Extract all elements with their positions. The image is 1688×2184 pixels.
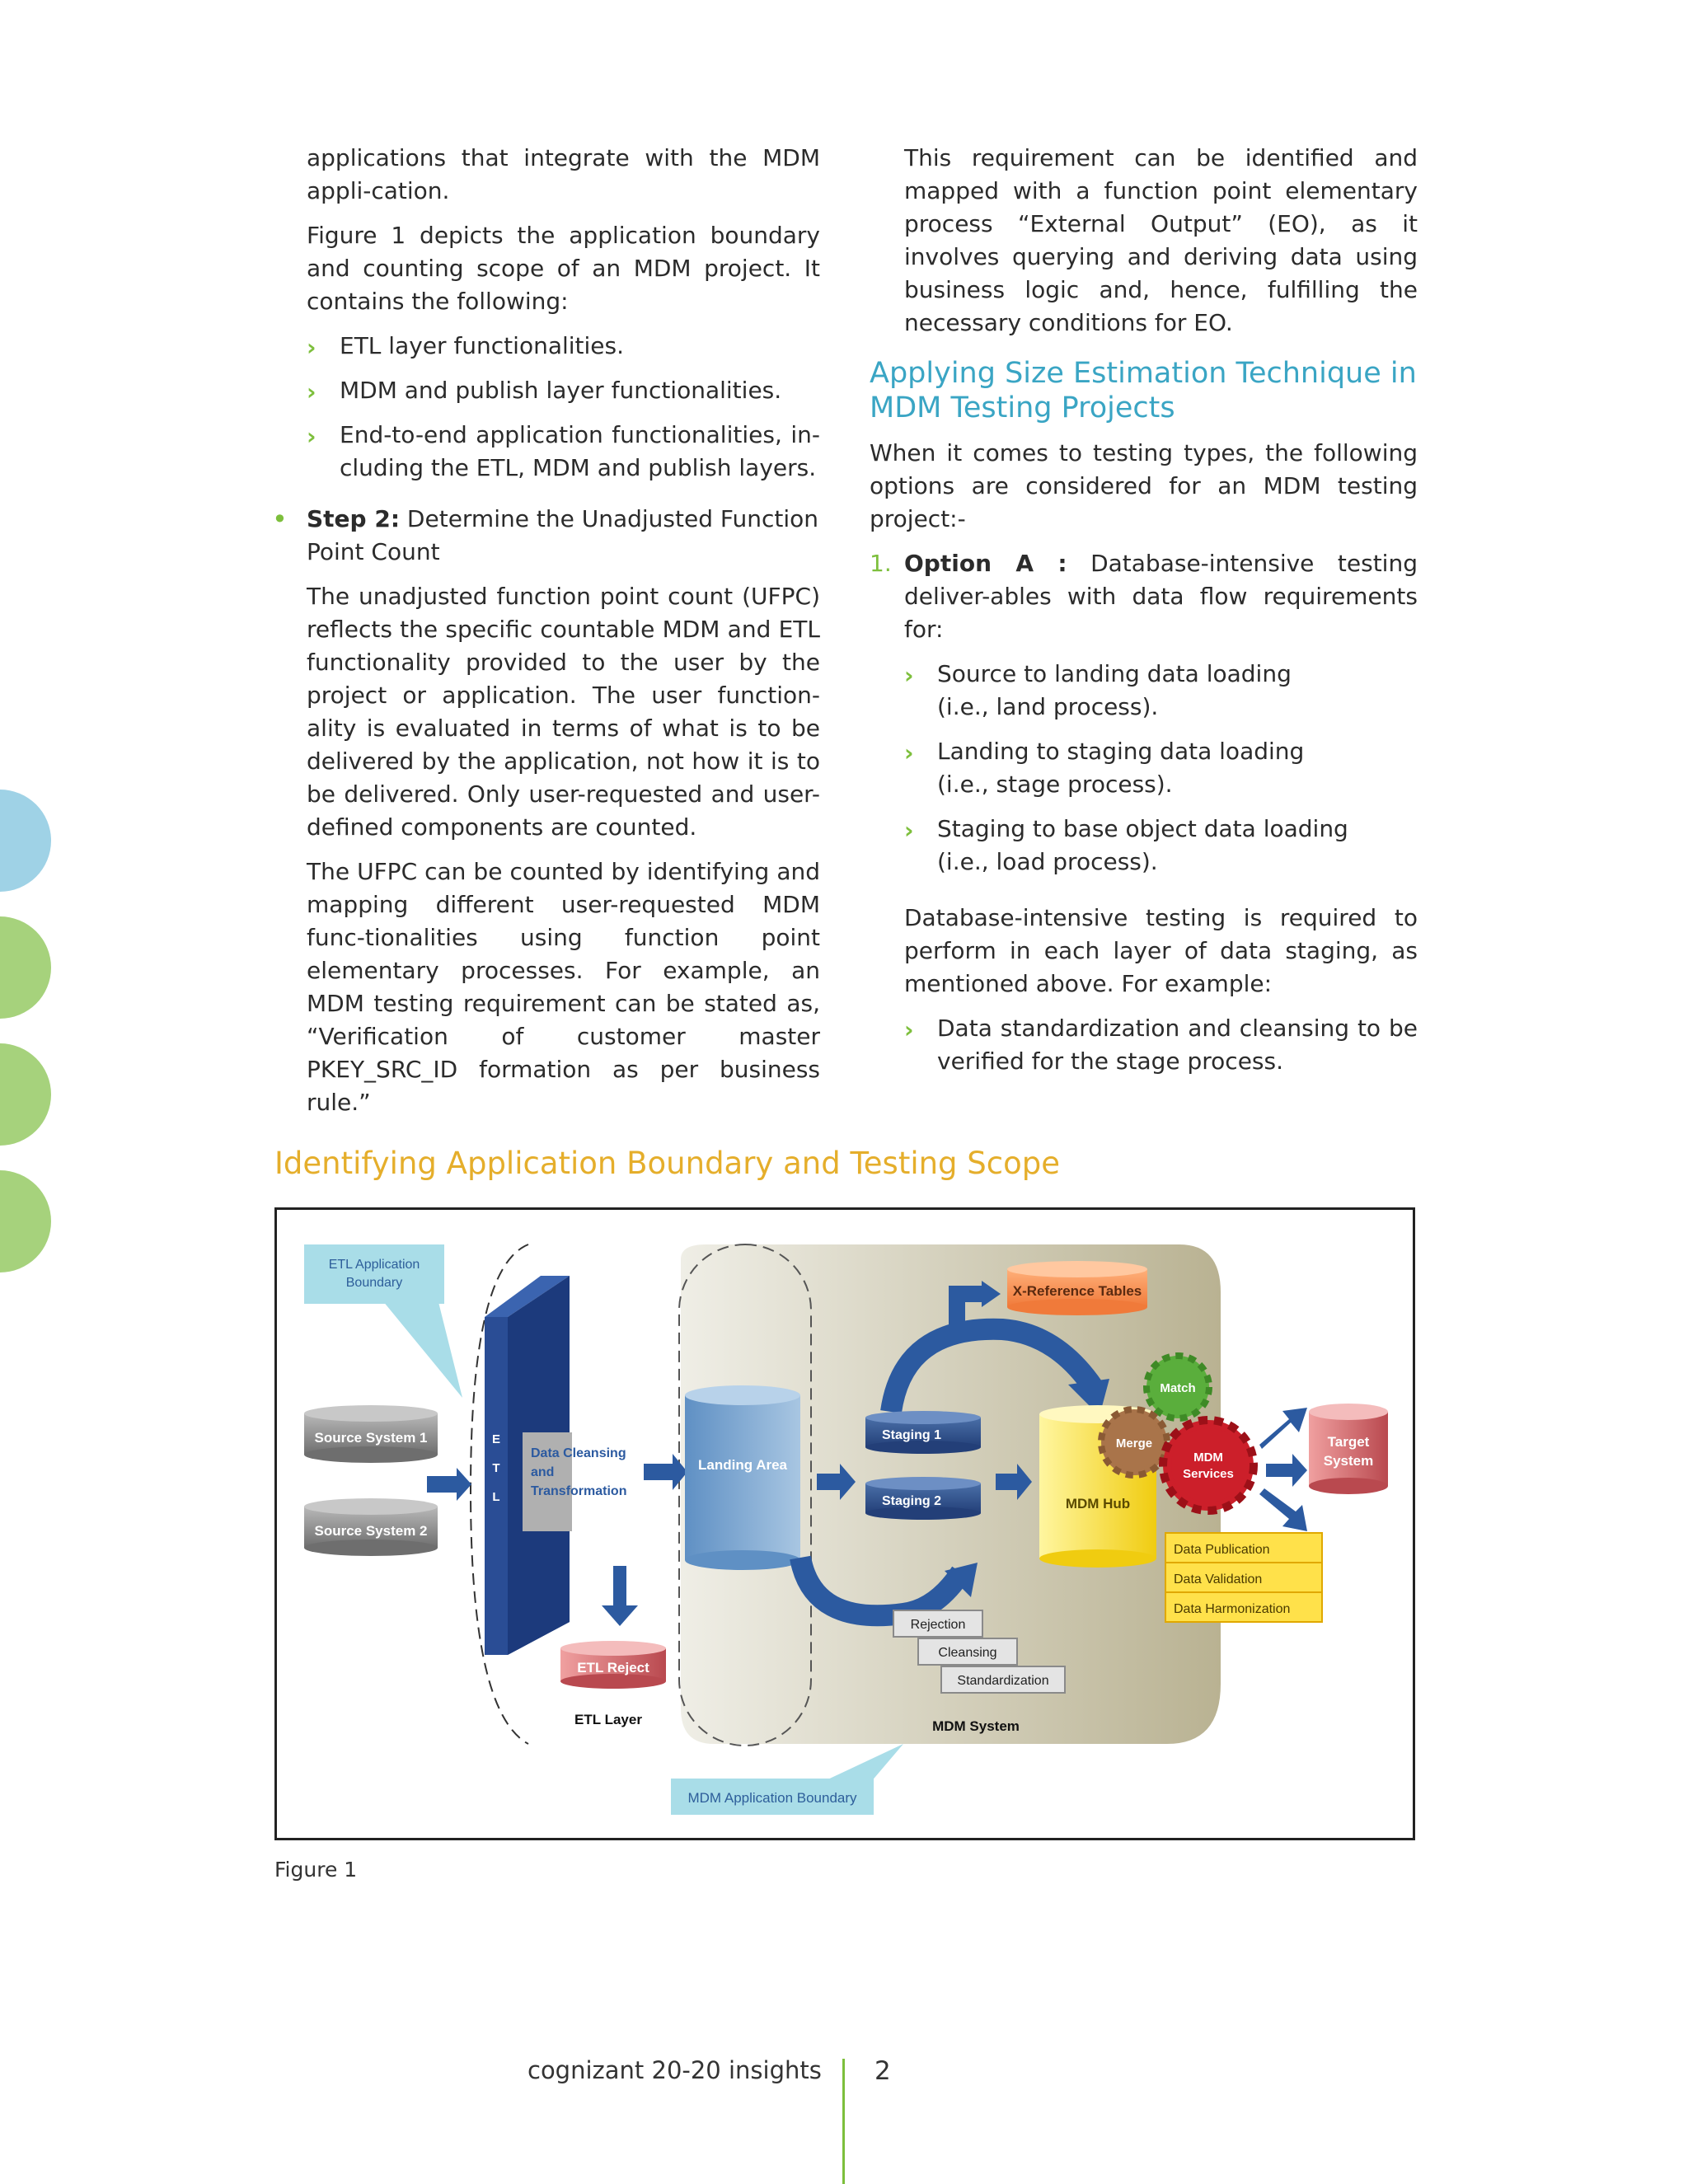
svg-text:Transformation: Transformation <box>531 1484 627 1498</box>
process-step <box>893 1610 982 1637</box>
scope-item: › ETL layer functionalities. <box>272 330 820 363</box>
ufpc-paragraph-1: The unadjusted function point count (UFPC) reflects the specific countable MDM and ETL functionality provided to the user by the project or application. The user function-ality is evaluated in terms of what is to be delivered by the application, not how it is to be delivered. Only user-requested and user-defined components are counted. <box>307 583 820 841</box>
source-system-2 <box>304 1498 438 1556</box>
decorative-circle-blue <box>0 790 51 892</box>
scope-item: › MDM and publish layer functionalities. <box>272 374 820 407</box>
svg-text:Services: Services <box>1183 1467 1234 1481</box>
publish-item <box>1165 1563 1322 1592</box>
section-heading: Applying Size Estimation Technique in MDM Testing Projects <box>870 357 1417 424</box>
footer-publication: cognizant 20-20 insights <box>528 2056 822 2084</box>
figure-frame <box>274 1207 1415 1840</box>
etl-boundary-callout <box>304 1244 444 1304</box>
source-arrow <box>427 1468 471 1501</box>
footer-divider <box>842 2059 845 2184</box>
figure-caption: Figure 1 <box>274 1858 358 1882</box>
svg-text:Data Harmonization: Data Harmonization <box>1174 1602 1291 1616</box>
publish-item <box>1165 1533 1322 1563</box>
svg-text:Data Validation: Data Validation <box>1174 1572 1263 1586</box>
chevron-right-icon: › <box>307 423 316 450</box>
etl-letter: L <box>492 1490 500 1504</box>
architecture-diagram <box>277 1210 1413 1838</box>
chevron-right-icon: › <box>307 334 316 361</box>
testing-intro-paragraph: When it comes to testing types, the following options are considered for an MDM testing project:- <box>870 439 1418 532</box>
step2-text: Determine the Unadjusted Function Point Count <box>307 505 818 565</box>
svg-text:Match: Match <box>1160 1381 1196 1395</box>
svg-text:Target: Target <box>1327 1434 1370 1450</box>
mdm-system-label: MDM System <box>932 1718 1020 1734</box>
option-sub-item: › Source to landing data loading (i.e., land process). <box>904 660 1292 720</box>
chevron-right-icon: › <box>904 739 914 766</box>
decorative-circle-green-3 <box>0 1170 51 1272</box>
landing-area-cylinder <box>685 1385 800 1570</box>
process-step <box>941 1666 1065 1693</box>
bullet-dot-icon: • <box>272 504 288 535</box>
svg-text:Staging 2: Staging 2 <box>882 1494 942 1508</box>
process-step <box>918 1638 1017 1665</box>
db-item: › Data standardization and cleansing to be verified for the stage process. <box>904 1015 1418 1075</box>
svg-text:ETL Reject: ETL Reject <box>577 1660 649 1675</box>
left-column <box>272 142 820 1131</box>
target-arrow-down <box>1259 1488 1307 1531</box>
chevron-right-icon: › <box>904 662 914 689</box>
svg-text:Data Publication: Data Publication <box>1174 1543 1270 1557</box>
chevron-right-icon: › <box>904 817 914 844</box>
page-number: 2 <box>874 2056 891 2086</box>
option-label: Option A : <box>904 550 1067 577</box>
right-column <box>870 142 1418 1090</box>
decorative-circle-green-2 <box>0 1043 51 1146</box>
target-arrow-up <box>1259 1408 1307 1449</box>
etl-boundary-label: ETL Application <box>328 1258 420 1272</box>
target-system-cylinder <box>1309 1404 1388 1494</box>
etl-letter: T <box>492 1461 500 1475</box>
cleansing-label: Data Cleansing <box>531 1446 626 1460</box>
svg-text:and: and <box>531 1465 555 1479</box>
svg-text:Landing Area: Landing Area <box>698 1457 787 1473</box>
reject-arrow <box>602 1566 638 1626</box>
svg-text:MDM Hub: MDM Hub <box>1065 1496 1131 1511</box>
match-gear-icon <box>1146 1356 1209 1418</box>
option-text: Database-intensive testing deliver-ables with data flow requirements for: <box>904 550 1418 643</box>
etl-reject-cylinder <box>560 1641 666 1689</box>
figure-title: Identifying Application Boundary and Testing Scope <box>274 1146 1061 1181</box>
merge-gear-icon <box>1101 1409 1167 1475</box>
option-a-item <box>870 547 1418 646</box>
staging-1-cylinder <box>865 1411 981 1454</box>
staging-2-cylinder <box>865 1477 981 1520</box>
option-sub-item: › Staging to base object data loading (i.e., load process). <box>904 815 1348 875</box>
publish-item <box>1165 1592 1322 1622</box>
step2-label: Step 2: <box>307 505 401 532</box>
svg-text:MDM: MDM <box>1193 1451 1223 1465</box>
chevron-right-icon: › <box>307 378 316 405</box>
etl-layer-label: ETL Layer <box>574 1712 642 1727</box>
decorative-circle-green-1 <box>0 916 51 1019</box>
chevron-right-icon: › <box>904 1016 914 1043</box>
svg-text:Boundary: Boundary <box>345 1276 403 1290</box>
ufpc-paragraph-2: The UFPC can be counted by identifying and mapping different user-requested MDM func-tionalities using function point elementary processes. For example, an MDM testing requirement can be stated as, “Verification of customer master PKEY_SRC_ID formation as per business rule.” <box>307 858 820 1116</box>
etl-letter: E <box>491 1432 501 1446</box>
svg-text:X-Reference Tables: X-Reference Tables <box>1012 1283 1142 1299</box>
svg-text:Source System 1: Source System 1 <box>314 1430 428 1446</box>
svg-text:System: System <box>1323 1453 1374 1469</box>
eo-paragraph: This requirement can be identified and mapped with a function point elementary process “External Output” (EO), as it involves querying and deriving data using business logic and, hence, fulfilling the necessary conditions for EO. <box>904 144 1418 336</box>
mdm-callout-pointer <box>821 1744 903 1783</box>
svg-text:Merge: Merge <box>1115 1436 1153 1451</box>
intro-line: applications that integrate with the MDM appli-cation. <box>307 144 820 204</box>
svg-text:Source System 2: Source System 2 <box>314 1523 428 1539</box>
step2-bullet <box>237 503 820 569</box>
mdm-services-gear-icon <box>1163 1420 1254 1511</box>
xref-tables-cylinder <box>1007 1261 1147 1315</box>
svg-text:Rejection: Rejection <box>910 1618 966 1632</box>
option-number: 1. <box>870 550 892 577</box>
svg-text:Standardization: Standardization <box>957 1674 1049 1688</box>
source-system-1 <box>304 1405 438 1463</box>
db-intensive-paragraph: Database-intensive testing is required to perform in each layer of data staging, as mentioned above. For example: <box>904 904 1418 997</box>
target-arrow-right <box>1266 1454 1307 1487</box>
svg-text:Staging 1: Staging 1 <box>882 1428 942 1442</box>
figure-intro-paragraph: Figure 1 depicts the application boundary and counting scope of an MDM project. It contains the following: <box>307 222 820 315</box>
mdm-boundary-label: MDM Application Boundary <box>687 1790 857 1806</box>
scope-item: › End-to-end application functionalities, in-cluding the ETL, MDM and publish layers. <box>307 421 820 481</box>
option-sub-item: › Landing to staging data loading (i.e., stage process). <box>904 738 1305 798</box>
svg-text:Cleansing: Cleansing <box>938 1646 997 1660</box>
